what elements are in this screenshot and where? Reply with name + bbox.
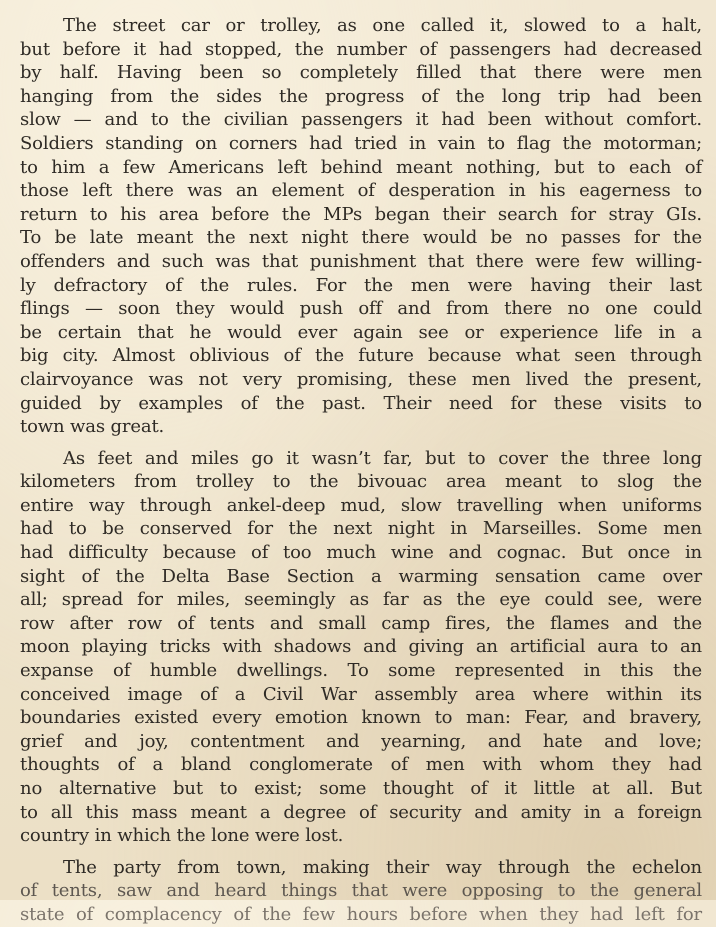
text-line: To be late meant the next night there would be no passes for the <box>20 227 702 249</box>
text-line: flings — soon they would push off and from there no one could <box>20 298 702 320</box>
text-line: to all this mass meant a degree of security and amity in a foreign <box>20 801 702 823</box>
text-line: slow — and to the civilian passengers it had been without comfort. <box>20 109 702 131</box>
text-line: row after row of tents and small camp fires, the flames and the <box>20 612 702 634</box>
text-line: As feet and miles go it wasn’t far, but to cover the three long <box>63 447 702 469</box>
text-line: ly defractory of the rules. For the men were having their last <box>20 274 702 296</box>
text-line: those left there was an element of desperation in his eagerness to <box>20 180 702 202</box>
text-line: grief and joy, contentment and yearning, and hate and love; <box>20 730 702 752</box>
text-line: all; spread for miles, seemingly as far as the eye could see, were <box>20 589 702 611</box>
text-line: boundaries existed every emotion known to man: Fear, and bravery, <box>20 707 702 729</box>
text-line: state of complacency of the few hours before when they had left for <box>20 903 702 925</box>
text-line: clairvoyance was not very promising, these men lived the present, <box>20 368 702 390</box>
text-line: thoughts of a bland conglomerate of men with whom they had <box>20 754 702 776</box>
paragraph <box>20 14 702 439</box>
text-line: The street car or trolley, as one called it, slowed to a halt, <box>63 15 702 36</box>
text-line: entire way through ankel-deep mud, slow travelling when uniforms <box>20 494 702 516</box>
text-line: be certain that he would ever again see or experience life in a <box>20 321 702 343</box>
text-line: had to be conserved for the next night in Marseilles. Some men <box>20 518 702 540</box>
text-line: big city. Almost oblivious of the future because what seen through <box>20 345 702 367</box>
text-line: Soldiers standing on corners had tried in vain to flag the motorman; <box>20 132 702 154</box>
text-line: The party from town, making their way through the echelon <box>63 856 702 878</box>
text-line: guided by examples of the past. Their need for these visits to <box>20 392 702 414</box>
paragraph <box>20 447 702 848</box>
text-line: by half. Having been so completely filled that there were men <box>20 62 702 84</box>
text-line: kilometers from trolley to the bivouac area meant to slog the <box>20 471 702 493</box>
paragraph <box>20 856 702 927</box>
text-line: hanging from the sides the progress of the long trip had been <box>20 85 702 107</box>
text-line: to him a few Americans left behind meant nothing, but to each of <box>20 156 702 178</box>
text-line: but before it had stopped, the number of passengers had decreased <box>20 38 702 60</box>
text-line: sight of the Delta Base Section a warming sensation came over <box>20 565 702 587</box>
text-line: had difficulty because of too much wine and cognac. But once in <box>20 542 702 564</box>
text-line: return to his area before the MPs began their search for stray GIs. <box>20 203 702 225</box>
text-line: town was great. <box>20 416 165 438</box>
text-line: moon playing tricks with shadows and giving an artificial aura to an <box>20 636 702 658</box>
text-line: country in which the lone were lost. <box>20 825 344 847</box>
text-line: offenders and such was that punishment that there were few willing- <box>20 250 702 272</box>
text-line: of tents, saw and heard things that were opposing to the general <box>20 880 702 902</box>
text-line: conceived image of a Civil War assembly area where within its <box>20 683 702 705</box>
text-line: expanse of humble dwellings. To some represented in this the <box>20 660 702 682</box>
text-line: no alternative but to exist; some thought of it little at all. But <box>20 778 702 799</box>
